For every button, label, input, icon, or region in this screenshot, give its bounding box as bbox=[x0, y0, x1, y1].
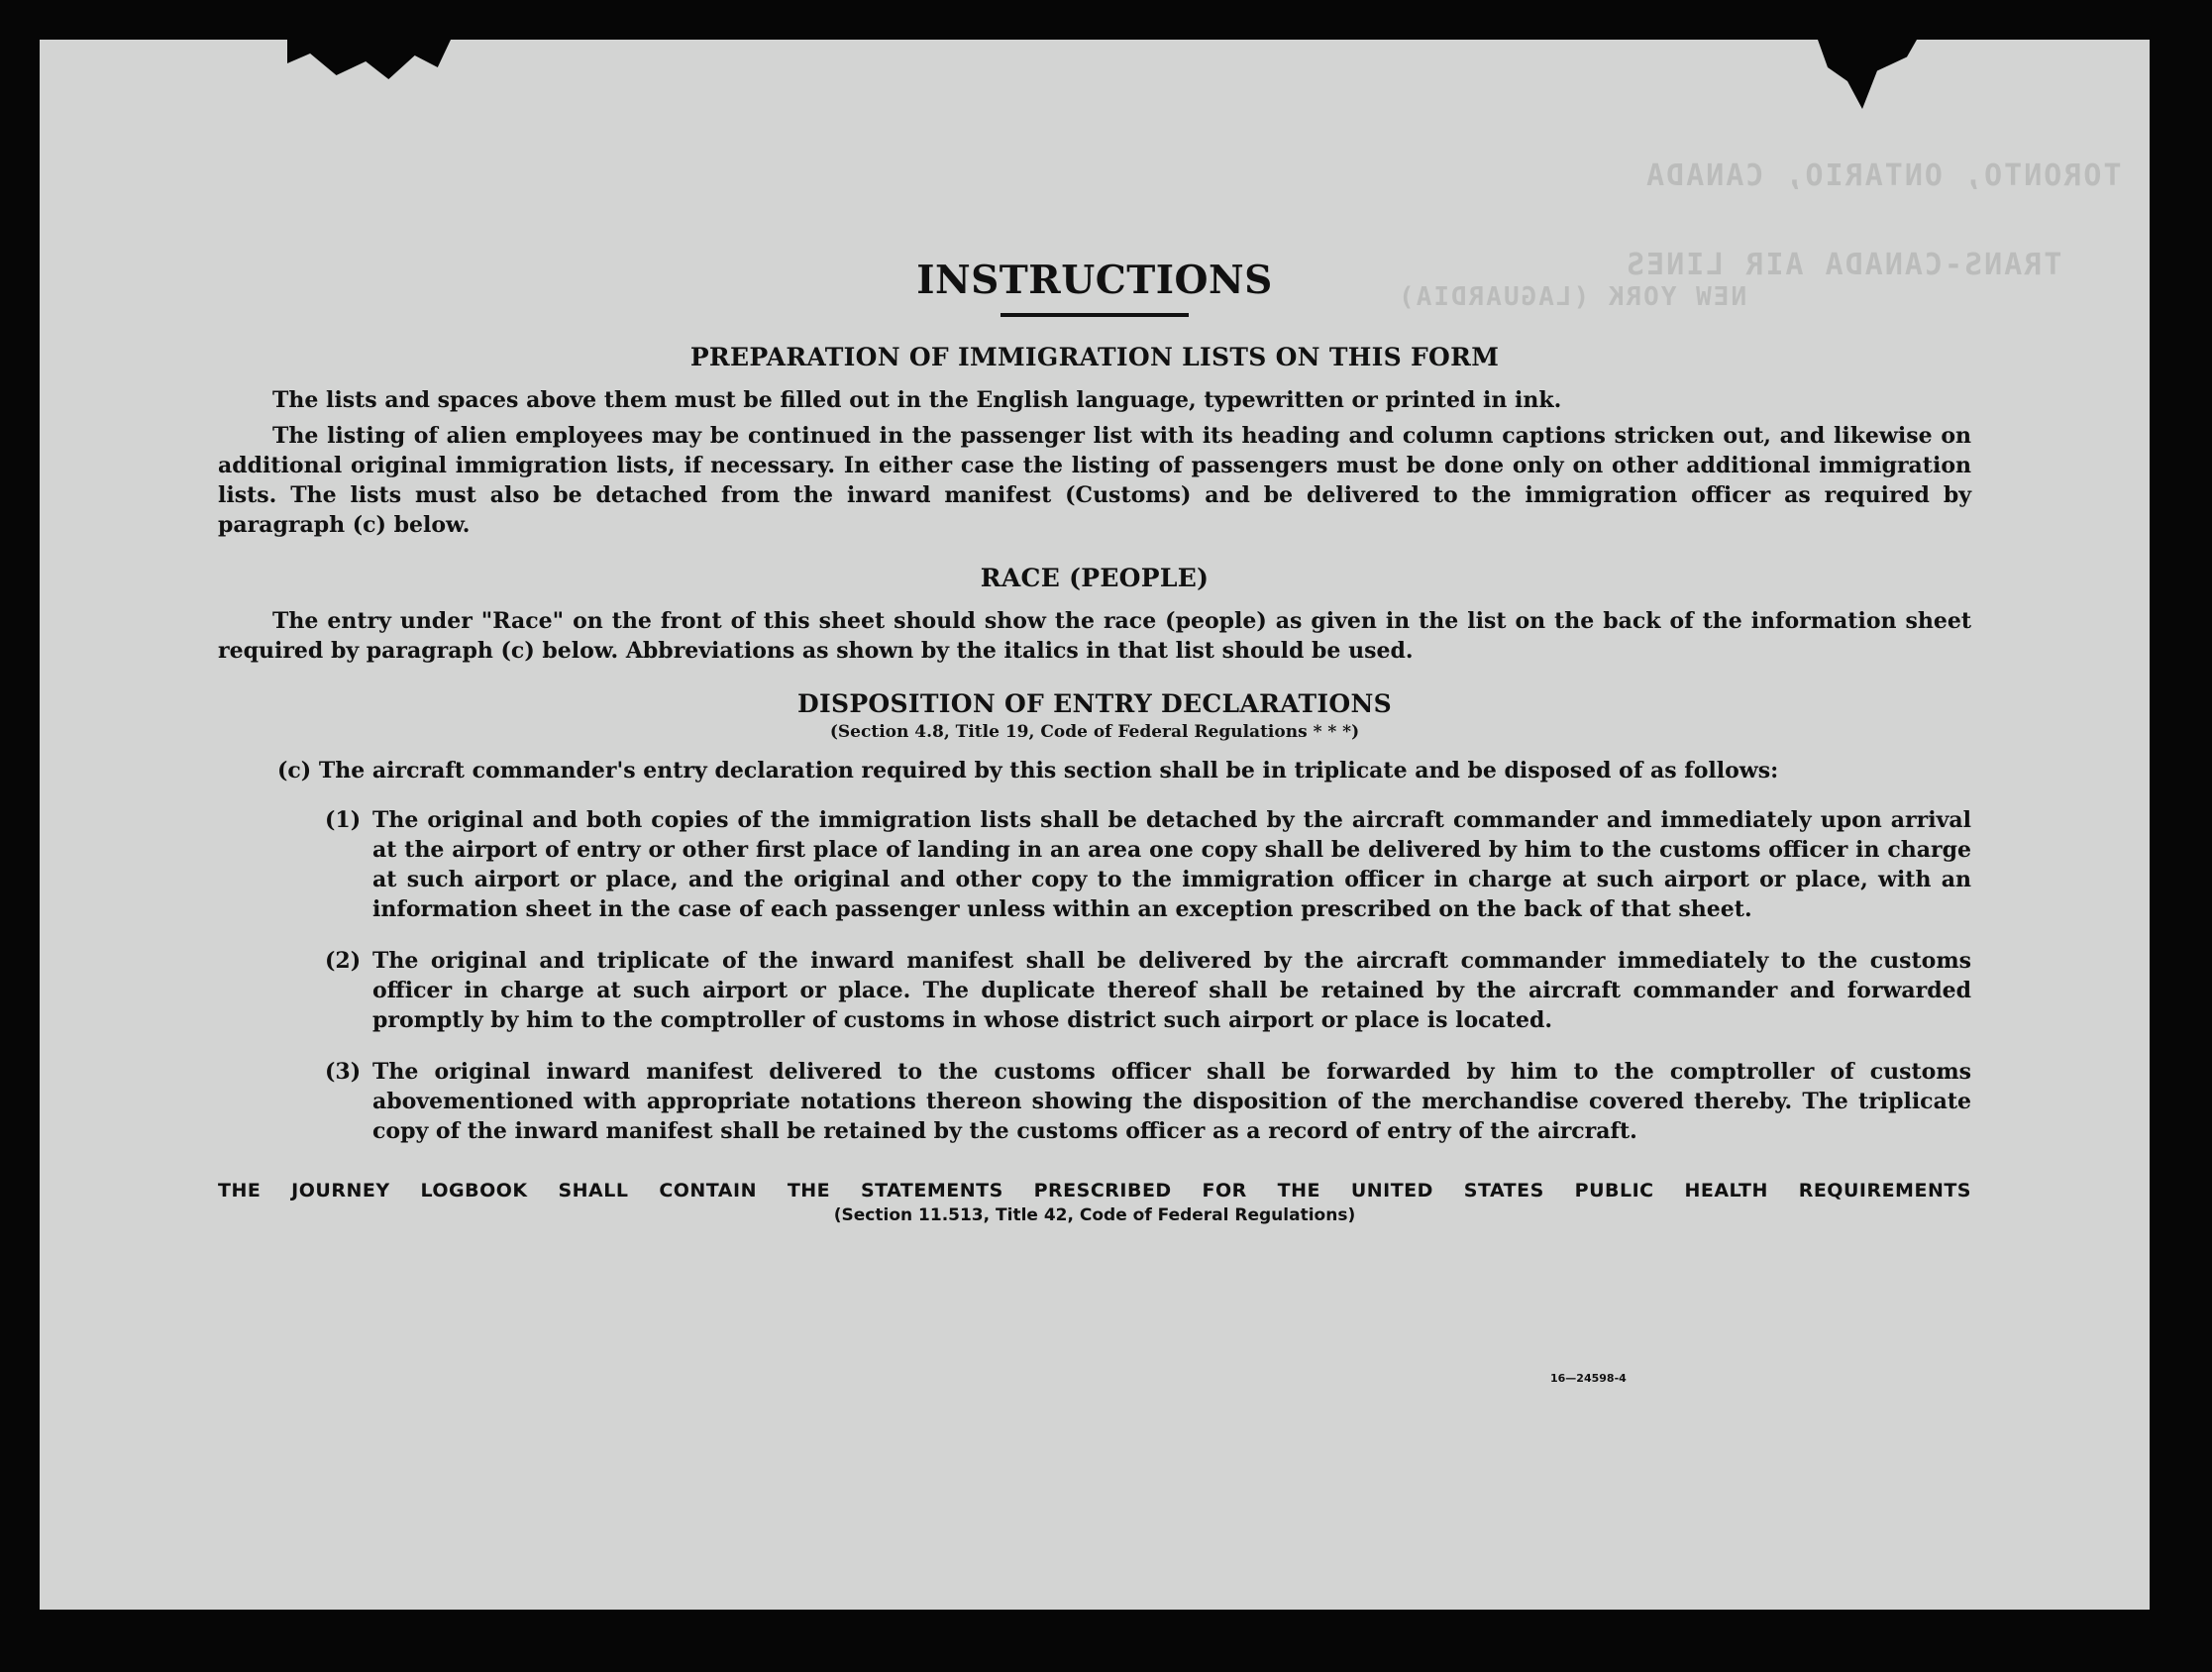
section-heading-preparation: PREPARATION OF IMMIGRATION LISTS ON THIS FORM bbox=[689, 343, 1500, 371]
footer-statement: THE JOURNEY LOGBOOK SHALL CONTAIN THE STATEMENTS PRESCRIBED FOR THE UNITED STATES PUBLIC HEALTH REQUIREMENTS bbox=[218, 1180, 1971, 1202]
list-item bbox=[218, 805, 1971, 924]
document-page bbox=[40, 40, 2150, 1610]
preparation-paragraph-2: The listing of alien employees may be continued in the passenger list with its heading and column captions stricken out, and likewise on additional original immigration lists, if necessary. In either case the listing of passengers must be done only on other additional immigration lists. The lists must also be detached from the inward manifest (Customs) and be delivered to the immigration officer as required by paragraph (c) below. bbox=[218, 423, 1971, 538]
footer-citation: (Section 11.513, Title 42, Code of Federal Regulations) bbox=[833, 1205, 1356, 1225]
bleed-through-middle: NEW YORK (LAGUARDIA) bbox=[1397, 282, 1747, 312]
list-item bbox=[218, 946, 1971, 1035]
list-item-text: The original and triplicate of the inward manifest shall be delivered by the aircraft commander immediately to the customs officer in charge at such airport or place. The duplicate thereof shall be retained by the aircraft commander and forwarded promptly by him to the comptroller of customs in whose district such airport or place is located. bbox=[372, 948, 1971, 1033]
list-item-number: (2) bbox=[325, 948, 362, 974]
list-item bbox=[218, 1057, 1971, 1146]
disposition-citation: (Section 4.8, Title 19, Code of Federal Regulations * * *) bbox=[829, 722, 1360, 742]
race-paragraph: The entry under "Race" on the front of this sheet should show the race (people) as given in the list on the back of the information sheet required by paragraph (c) below. Abbreviations as shown by the italics in that list should be used. bbox=[218, 608, 1971, 664]
torn-edge-left bbox=[287, 40, 451, 79]
page-title: INSTRUCTIONS bbox=[916, 258, 1273, 303]
form-code: 16—24598-4 bbox=[1550, 1372, 1627, 1385]
disposition-intro: (c) The aircraft commander's entry declaration required by this section shall be in triplicate and be disposed of as follows: bbox=[277, 758, 1779, 784]
section-heading-disposition: DISPOSITION OF ENTRY DECLARATIONS bbox=[797, 689, 1392, 718]
torn-edge-right bbox=[1818, 40, 1917, 109]
list-item-number: (1) bbox=[325, 807, 362, 833]
title-underline bbox=[1001, 313, 1189, 317]
bleed-through-top-center: TRANS-CANADA AIR LINES bbox=[1625, 248, 2062, 282]
list-item-text: The original and both copies of the immigration lists shall be detached by the aircraft commander and immediately upon arrival at the airport of entry or other first place of landing in an area one copy shall be delivered by him to the customs officer in charge at such airport or place, and the original and other copy to the immigration officer in charge at such airport or place, with an information sheet in the case of each passenger unless within an exception prescribed on the back of that sheet. bbox=[372, 807, 1971, 922]
instructions-content bbox=[218, 258, 1971, 1225]
section-heading-race: RACE (PEOPLE) bbox=[980, 564, 1210, 592]
bleed-through-top-right: TORONTO, ONTARIO, CANADA bbox=[1644, 158, 2122, 193]
list-item-number: (3) bbox=[325, 1059, 362, 1085]
list-item-text: The original inward manifest delivered to the customs officer shall be forwarded by him to the comptroller of customs abovementioned with appropriate notations thereon showing the disposition of the merchandise covered thereby. The triplicate copy of the inward manifest shall be retained by the customs officer as a record of entry of the aircraft. bbox=[372, 1059, 1971, 1144]
preparation-paragraph-1: The lists and spaces above them must be filled out in the English language, typewritten or printed in ink. bbox=[272, 387, 1562, 413]
